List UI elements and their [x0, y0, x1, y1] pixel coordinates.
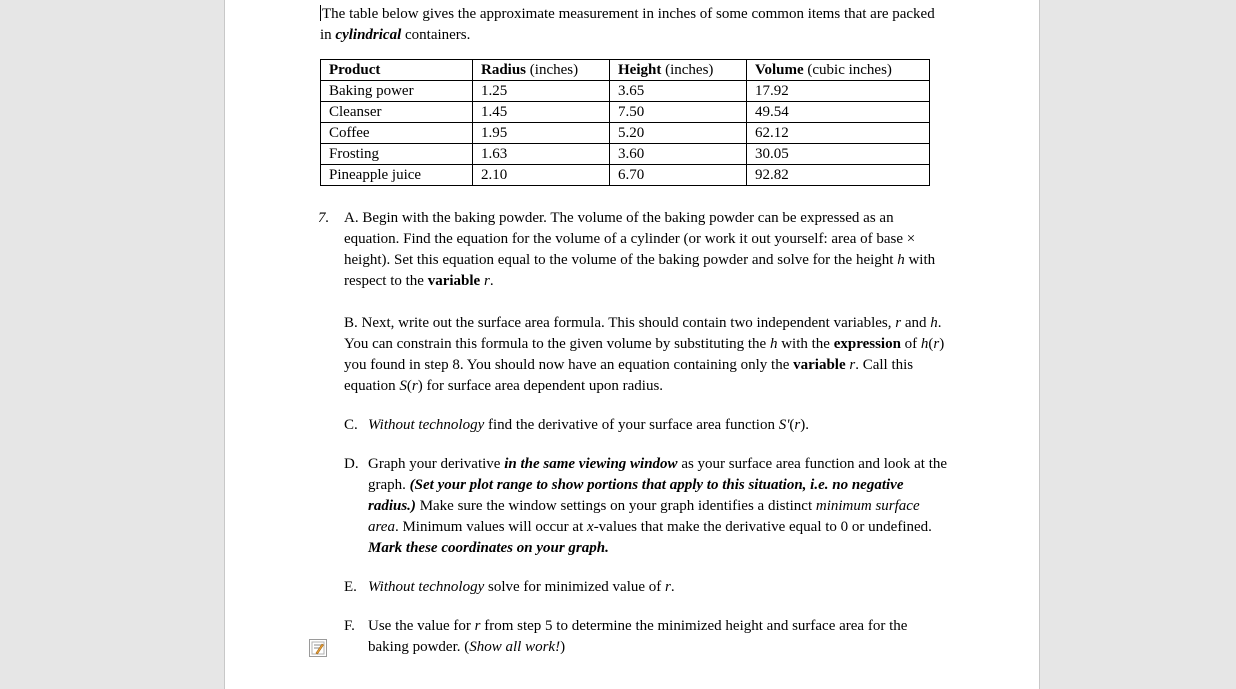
table-cell: 6.70	[610, 165, 747, 186]
part-d[interactable]: D. Graph your derivative in the same viewing window as your surface area function and look at the graph. (Set your plot range to show portions that apply to this situation, i.e. no negative radius.) Make sure the window settings on your graph identifies a distinct minimum surface area. Minimum values will occur at x-values that make the derivative equal to 0 or undefined. Mark these coordinates on your graph.	[344, 456, 948, 556]
table-cell: 1.25	[473, 81, 610, 102]
table-row	[321, 81, 930, 102]
header-radius: Radius (inches)	[473, 60, 610, 81]
table-cell: 1.63	[473, 144, 610, 165]
question-number: 7.	[318, 210, 330, 226]
table-cell: 3.65	[610, 81, 747, 102]
question-7	[320, 208, 948, 658]
part-a[interactable]: A. Begin with the baking powder. The volume of the baking powder can be expressed as an equation. Find the equation for the volume of a cylinder (or work it out yourself: area of base × height). Set this equation equal to the volume of the baking powder and solve for the height h with respect to the variable r.	[344, 210, 936, 289]
table-cell: 1.45	[473, 102, 610, 123]
table-cell: 17.92	[747, 81, 930, 102]
header-product: Product	[321, 60, 473, 81]
table-cell: 92.82	[747, 165, 930, 186]
table-cell: 49.54	[747, 102, 930, 123]
part-c-label: C.	[344, 417, 358, 433]
table-cell: 30.05	[747, 144, 930, 165]
document-body	[320, 4, 948, 658]
table-cell: 2.10	[473, 165, 610, 186]
note-edit-icon[interactable]	[309, 639, 327, 657]
measurements-table	[320, 59, 930, 186]
part-d-label: D.	[344, 456, 359, 472]
table-row	[321, 144, 930, 165]
part-c[interactable]: C. Without technology find the derivative of your surface area function S'(r).	[344, 415, 948, 436]
document-page	[224, 0, 1040, 689]
intro-paragraph[interactable]	[320, 4, 948, 46]
part-f[interactable]: F. Use the value for r from step 5 to determine the minimized height and surface area for the baking powder. (Show all work!)	[344, 618, 908, 655]
table-cell: 5.20	[610, 123, 747, 144]
table-cell: 3.60	[610, 144, 747, 165]
table-cell: 62.12	[747, 123, 930, 144]
intro-text-end: containers.	[401, 27, 471, 43]
part-b[interactable]: B. Next, write out the surface area formula. This should contain two independent variables, r and h. You can constrain this formula to the given volume by substituting the h with the expression of h(r) you found in step 8. You should now have an equation containing only the variable r. Call this equation S(r) for surface area dependent upon radius.	[344, 315, 945, 394]
table-cell: Cleanser	[321, 102, 473, 123]
table-row	[321, 165, 930, 186]
part-f-label: F.	[344, 618, 355, 634]
table-cell: 7.50	[610, 102, 747, 123]
table-row	[321, 102, 930, 123]
table-cell: Coffee	[321, 123, 473, 144]
header-height: Height (inches)	[610, 60, 747, 81]
table-header-row	[321, 60, 930, 81]
table-cell: Frosting	[321, 144, 473, 165]
text-cursor	[320, 5, 321, 21]
table-cell: Baking power	[321, 81, 473, 102]
intro-text: The table below gives the approximate measurement in inches of some common items that are packed in	[320, 6, 935, 43]
table-row	[321, 123, 930, 144]
table-cell: Pineapple juice	[321, 165, 473, 186]
intro-emphasis: cylindrical	[335, 27, 402, 43]
header-volume: Volume (cubic inches)	[747, 60, 930, 81]
table-cell: 1.95	[473, 123, 610, 144]
part-e[interactable]: E. Without technology solve for minimized value of r.	[344, 577, 948, 598]
part-e-label: E.	[344, 579, 357, 595]
